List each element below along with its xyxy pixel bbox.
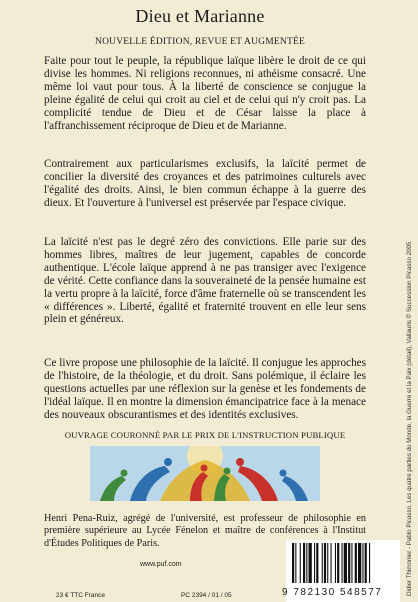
catalog-reference: PC 2394 / 01 / 05 bbox=[181, 592, 232, 599]
book-title: Dieu et Marianne bbox=[135, 6, 265, 26]
price-label: 23 € TTC France bbox=[56, 592, 106, 599]
blurb-paragraph-1: Faite pour tout le peuple, la république laïque libère le droit de ce qui divise les hommes. Ni religions reconnues, ni athéisme consacré. Une même loi vaut pour tous. À la liberté de conscience se conjugue la pleine égalité de celui qui croit au ciel et de celui qui n'y croit pas. La complicité tendue de Dieu et de César laisse la place à l'affranchissement réciproque de Dieu et de Marianne. bbox=[44, 55, 366, 132]
blurb-paragraph-3: La laïcité n'est pas le degré zéro des convictions. Elle parie sur des hommes libres, maîtres de leur jugement, capables de concorde authentique. L'école laïque apprend à ne pas transiger avec l'exigence de vérité. Cette confiance dans la souveraineté de la pensée humaine est la vertu propre à la laïcité, force d'âme fraternelle où se transcendent les « différences ». Liberté, égalité et fraternité trouvent en elle leur sens plein et généreux. bbox=[44, 236, 366, 326]
award-line: OUVRAGE COURONNÉ PAR LE PRIX DE L'INSTRUCTION PUBLIQUE bbox=[64, 430, 346, 440]
edition-subtitle: NOUVELLE ÉDITION, REVUE ET AUGMENTÉE bbox=[95, 37, 305, 47]
dancing-figures-illustration bbox=[90, 446, 320, 501]
publisher-website: www.puf.com bbox=[140, 561, 182, 568]
blurb-paragraph-2: Contrairement aux particularismes exclusifs, la laïcité permet de concilier la diversité des croyances et des patrimoines culturels avec l'égalité des droits. Ainsi, le bien commun échappe à la guerre des dieux. Et l'ouverture à l'universel est préservée par l'espace civique. bbox=[44, 158, 366, 209]
blurb-paragraph-4: Ce livre propose une philosophie de la laïcité. Il conjugue les approches de l'histoire, de la théologie, et du droit. Sans polémique, il éclaire les questions actuelles par une réflexion sur la genèse et les fondements de l'idéal laïque. Il en montre la dimension émancipatrice face à la menace des nouveaux obscurantismes et des identités exclusives. bbox=[44, 357, 366, 421]
image-credit: Didier Thimonier - Pablo Picasso, Les quatre parties du Monde, la Guerre et la Paix (détail), Vallauris © Succession Picasso 2005 bbox=[406, 241, 413, 596]
author-bio: Henri Pena-Ruiz, agrégé de l'université, est professeur de philosophie en première supérieure au Lycée Fénelon et maître de conférences à l'Institut d'Études Politiques de Paris. bbox=[44, 513, 366, 549]
barcode-icon bbox=[286, 540, 400, 586]
barcode-number: 9 782130 548577 bbox=[282, 587, 383, 598]
cover-illustration bbox=[90, 446, 320, 501]
